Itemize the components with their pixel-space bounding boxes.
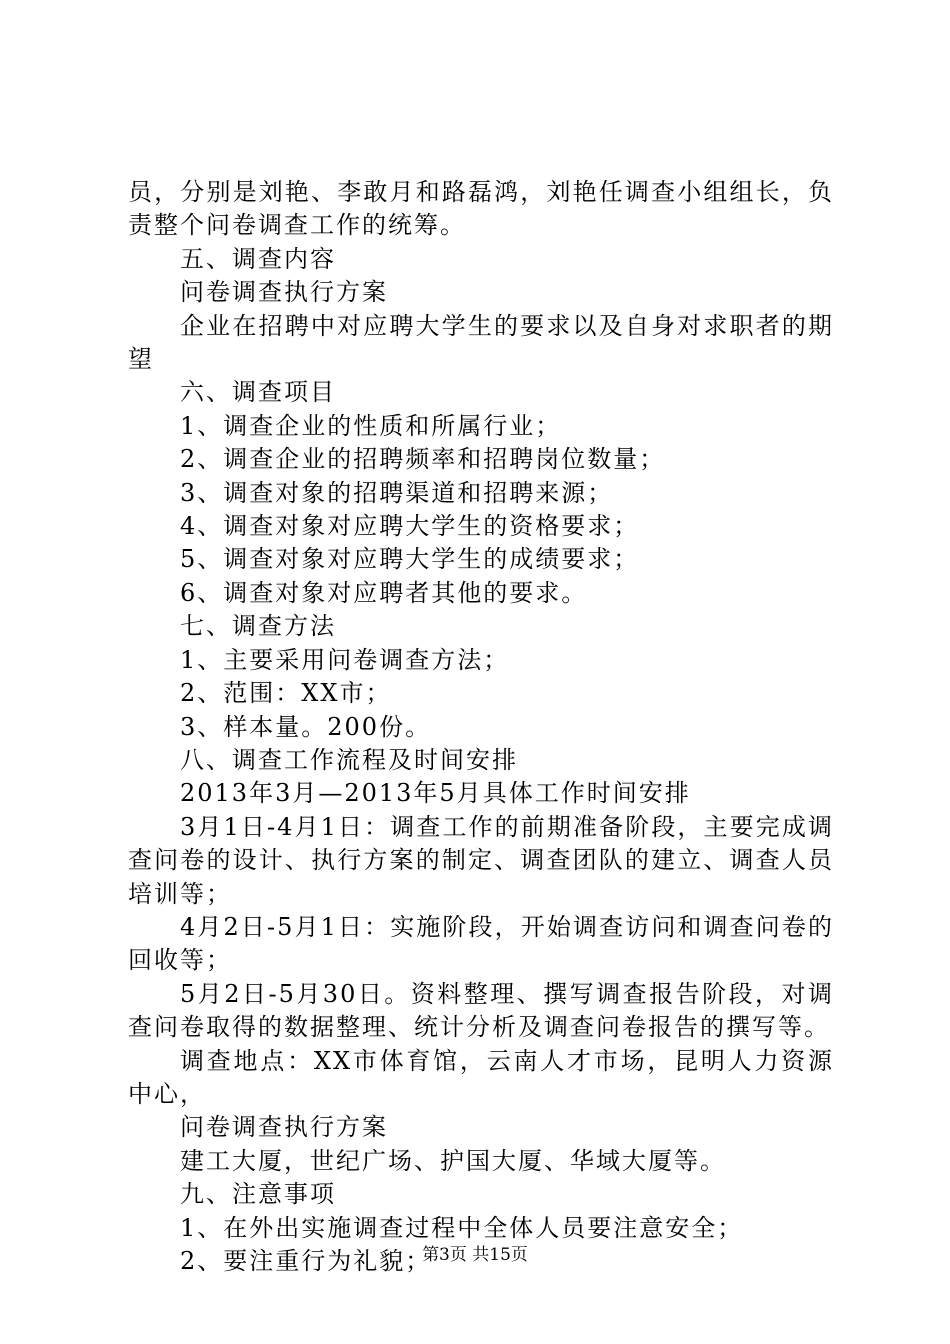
paragraph: 问卷调查执行方案 xyxy=(180,278,388,307)
page-number: 第3页 共15页 xyxy=(422,1245,528,1265)
list-item: 6、调查对象对应聘者其他的要求。 xyxy=(180,578,588,607)
list-item: 5、调查对象对应聘大学生的成绩要求； xyxy=(180,545,640,574)
list-item: 1、在外出实施调查过程中全体人员要注意安全； xyxy=(180,1213,744,1242)
paragraph: 4月2日-5月1日：实施阶段，开始调查访问和调查问卷的回收等； xyxy=(128,912,834,975)
section-heading: 九、注意事项 xyxy=(180,1180,336,1209)
list-item: 2、范围：XX市； xyxy=(180,679,392,708)
paragraph: 5月2日-5月30日。资料整理、撰写调查报告阶段，对调查问卷取得的数据整理、统计分析及调查问卷报告的撰写等。 xyxy=(128,979,834,1042)
paragraph: 3月1日-4月1日：调查工作的前期准备阶段，主要完成调查问卷的设计、执行方案的制定、调查团队的建立、调查人员培训等； xyxy=(128,812,834,908)
list-item: 2、调查企业的招聘频率和招聘岗位数量； xyxy=(180,445,666,474)
section-heading: 七、调查方法 xyxy=(180,612,336,641)
page-footer xyxy=(0,1240,950,1265)
list-item: 3、调查对象的招聘渠道和招聘来源； xyxy=(180,478,614,507)
list-item: 4、调查对象对应聘大学生的资格要求； xyxy=(180,512,640,541)
section-heading: 五、调查内容 xyxy=(180,244,336,273)
document-body xyxy=(128,176,834,1278)
list-item: 1、主要采用问卷调查方法； xyxy=(180,645,510,674)
paragraph: 建工大厦，世纪广场、护国大厦、华域大厦等。 xyxy=(180,1146,726,1175)
paragraph: 问卷调查执行方案 xyxy=(180,1113,388,1142)
section-heading: 八、调查工作流程及时间安排 xyxy=(180,745,518,774)
list-item: 1、调查企业的性质和所属行业； xyxy=(180,411,562,440)
paragraph: 企业在招聘中对应聘大学生的要求以及自身对求职者的期望 xyxy=(128,311,834,374)
paragraph: 员，分别是刘艳、李敢月和路磊鸿，刘艳任调查小组组长，负责整个问卷调查工作的统筹。 xyxy=(128,178,834,240)
list-item: 3、样本量。200份。 xyxy=(180,712,432,741)
paragraph: 调查地点：XX市体育馆，云南人才市场，昆明人力资源中心， xyxy=(128,1046,834,1108)
list-item: 2、要注重行为礼貌； xyxy=(180,1247,432,1275)
paragraph: 2013年3月—2013年5月具体工作时间安排 xyxy=(180,779,691,808)
section-heading: 六、调查项目 xyxy=(180,378,336,407)
